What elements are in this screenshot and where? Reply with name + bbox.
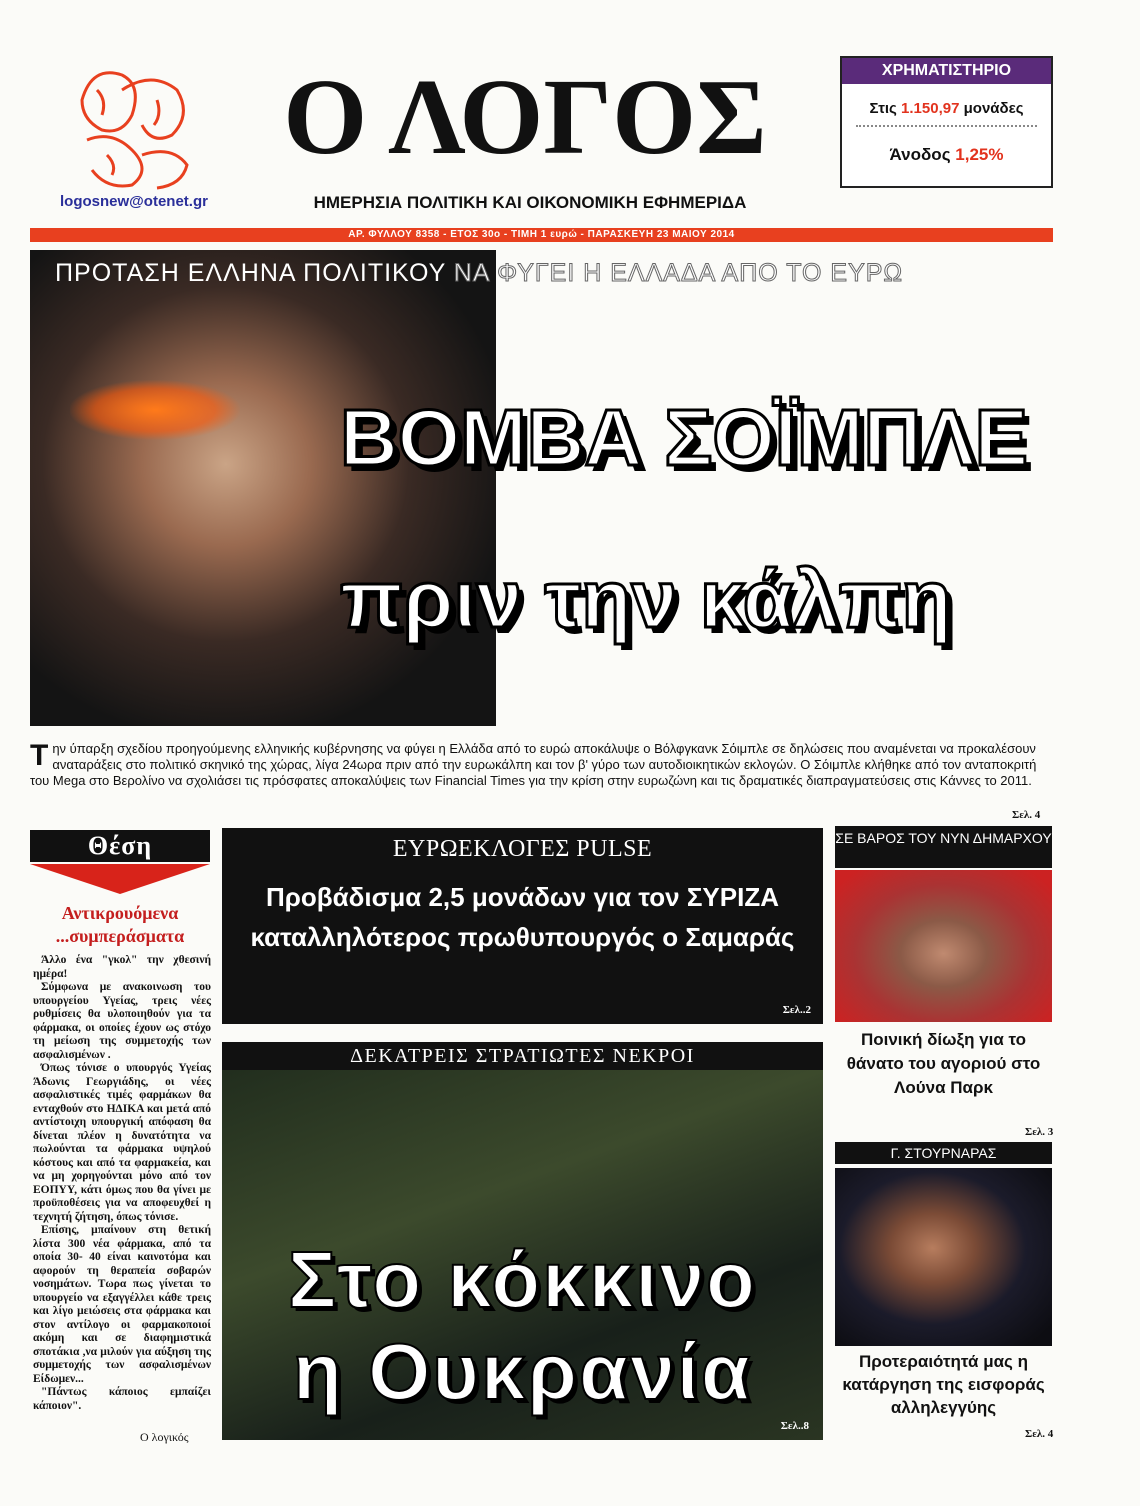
column-label: Θέση: [30, 830, 210, 862]
pulse-headline: [222, 877, 823, 957]
column-paragraph: Άλλο ένα "γκολ" την χθεσινή ημέρα!: [33, 954, 211, 980]
column-headline-2: ...συμπεράσματα: [55, 926, 185, 946]
stock-change-label: Άνοδος: [889, 145, 951, 164]
pulse-line-1: Προβάδισμα 2,5 μονάδων για τον ΣΥΡΙΖΑ: [265, 882, 779, 912]
logo-icon: [62, 60, 202, 195]
column-paragraph: Όπως τόνισε ο υπουργός Υγείας Άδωνις Γεωργιάδης, οι νέες ασφαλιστικές τιμές φαρμάκων θα ενταχθούν στο ΗΔΙΚΑ και μετά από αντίστοιχη υπουργική απόφαση θα δίνεται πλέον η δυνατότητα να πωλούνται τα φάρμακα υψηλού κόστους και από τα φαρμακεία, και να μη χορηγούνται μόνο από τον ΕΟΠΥΥ, κάτι όμως που θα γίνει με προϋποθέσεις για να αποφευχθεί η τεχνητή ζήτηση, όπως τόνισε.: [33, 1062, 211, 1223]
stock-market-box: [840, 56, 1053, 188]
ukraine-story[interactable]: [222, 1042, 823, 1440]
mayor-page-ref[interactable]: Σελ. 3: [1025, 1126, 1054, 1138]
kicker-part-2: ΝΑ ΦΥΓΕΙ Η ΕΛΛΑΔΑ ΑΠΟ ΤΟ ΕΥΡΩ: [445, 259, 904, 287]
column-triangle: [30, 864, 210, 894]
stock-title: ΧΡΗΜΑΤΙΣΤΗΡΙΟ: [842, 58, 1051, 84]
stock-change-line: [842, 145, 1051, 165]
lead-headline-1: ΒΟΜΒΑ ΣΟΪΜΠΛΕ: [340, 393, 1029, 482]
stournaras-photo: [835, 1168, 1052, 1346]
ukraine-page-ref[interactable]: Σελ..8: [780, 1420, 809, 1432]
ukraine-line-2: η Ουκρανία: [292, 1327, 753, 1416]
lead-kicker: [55, 259, 903, 288]
column-paragraph: Επίσης, μπαίνουν στη θετική λίστα 300 νέα φάρμακα, από τα οποία 30- 40 είναι καινοτόμα και αφορούν τη θεραπεία σοβαρών νοσημάτων. Τωρα πως γίνεται το υπουργείο να εξαγγέλλει κάθε τρεις και λίγο μειώσεις στα φάρμακα και στον αντίλογο οι φαρμακοποιοί ακόμη και σε διαφημιστικά σποτάκια ,να μιλούν για αύξηση της συμμετοχής των ασφαλισμένων Είδωμεν...: [33, 1224, 211, 1385]
lead-body-text: ην ύπαρξη σχεδίου προηγούμενης ελληνικής κυβέρνησης να φύγει η Ελλάδα από το ευρώ αποκάλυψε ο Βόλφγκανκ Σόιμπλε σε δηλώσεις που αναμένεται να προκαλέσουν αναταράξεις στο πολιτικό σκηνικό της χώρας, λίγα 24ωρα πριν από την ευρωκάλπη και τον β' γύρο των αυτοδιοικητικών εκλογών. Ο Σόιμπλε κλήθηκε από τον ανταποκριτή του Mega στο Βερολίνο να σχολιάσει τις πρόσφατες αποκαλύψεις των Financial Times για την κρίση στην ευρωζώνη και τις δραματικές διαπραγματεύσεις στις Κάννες το 2011.: [30, 741, 1037, 788]
pulse-page-ref[interactable]: Σελ..2: [782, 1004, 811, 1016]
lead-body: [30, 741, 1050, 789]
stock-change: 1,25%: [955, 145, 1004, 164]
stock-index-line: [842, 100, 1051, 117]
kicker-part-1: ΠΡΟΤΑΣΗ ΕΛΛΗΝΑ ΠΟΛΙΤΙΚΟΥ: [55, 259, 446, 287]
ukraine-kicker: ΔΕΚΑΤΡΕΙΣ ΣΤΡΑΤΙΩΤΕΣ ΝΕΚΡΟΙ: [222, 1042, 823, 1070]
column-paragraph: "Πάντως κάποιος εμπαίζει κάποιον".: [33, 1386, 211, 1412]
stock-value: 1.150,97: [901, 100, 960, 117]
stournaras-headline[interactable]: Προτεραιότητά μας η κατάργηση της εισφοράς αλληλεγγύης: [842, 1352, 1045, 1417]
dropcap: Τ: [30, 739, 49, 772]
pulse-story[interactable]: [222, 828, 823, 1024]
stock-unit: μονάδες: [963, 100, 1024, 117]
column-headline-1: Αντικρουόμενα: [61, 903, 179, 923]
mayor-kicker: ΣΕ ΒΑΡΟΣ ΤΟΥ ΝΥΝ ΔΗΜΑΡΧΟΥ: [835, 826, 1052, 868]
lead-headline-2: πριν την κάλπη: [340, 554, 952, 645]
ukraine-headline: [222, 1234, 823, 1418]
column-body: [33, 954, 211, 1413]
column-headline: [30, 902, 210, 948]
column-signature: Ο λογικός: [140, 1430, 189, 1444]
stock-prefix: Στις: [869, 100, 897, 117]
contact-email[interactable]: logosnew@otenet.gr: [60, 193, 208, 210]
stournaras-page-ref[interactable]: Σελ. 4: [1025, 1428, 1054, 1440]
issue-strip: ΑΡ. ΦΥΛΛΟΥ 8358 - ΕΤΟΣ 30ο - ΤΙΜΗ 1 ευρώ - ΠΑΡΑΣΚΕΥΗ 23 ΜΑΙΟΥ 2014: [30, 228, 1053, 242]
pulse-kicker: ΕΥΡΩΕΚΛΟΓΕΣ PULSE: [392, 836, 653, 862]
column-paragraph: Σύμφωνα με ανακοινωση του υπουργείου Υγείας, τρεις νέες ρυθμίσεις θα υλοποιηθούν για τα φάρμακα, οι οποίες έχουν ως στόχο τη μείωση της συμμετοχής των ασφαλισμένων .: [33, 981, 211, 1061]
stournaras-kicker: Γ. ΣΤΟΥΡΝΑΡΑΣ: [835, 1142, 1052, 1164]
photo-overlay: [70, 380, 240, 440]
masthead-tagline: ΗΜΕΡΗΣΙΑ ΠΟΛΙΤΙΚΗ ΚΑΙ ΟΙΚΟΝΟΜΙΚΗ ΕΦΗΜΕΡΙΔΑ: [313, 193, 747, 212]
divider: [856, 125, 1037, 127]
lead-page-ref[interactable]: Σελ. 4: [1012, 809, 1041, 821]
lead-photo: [30, 250, 496, 726]
mayor-headline[interactable]: Ποινική δίωξη για το θάνατο του αγοριού στο Λούνα Παρκ: [846, 1030, 1041, 1097]
pulse-line-2: καταλληλότερος πρωθυπουργός ο Σαμαράς: [250, 922, 795, 952]
mayor-photo: [835, 870, 1052, 1022]
ukraine-line-1: Στο κόκκινο: [288, 1235, 757, 1324]
masthead-title: Ο ΛΟΓΟΣ: [283, 58, 767, 177]
